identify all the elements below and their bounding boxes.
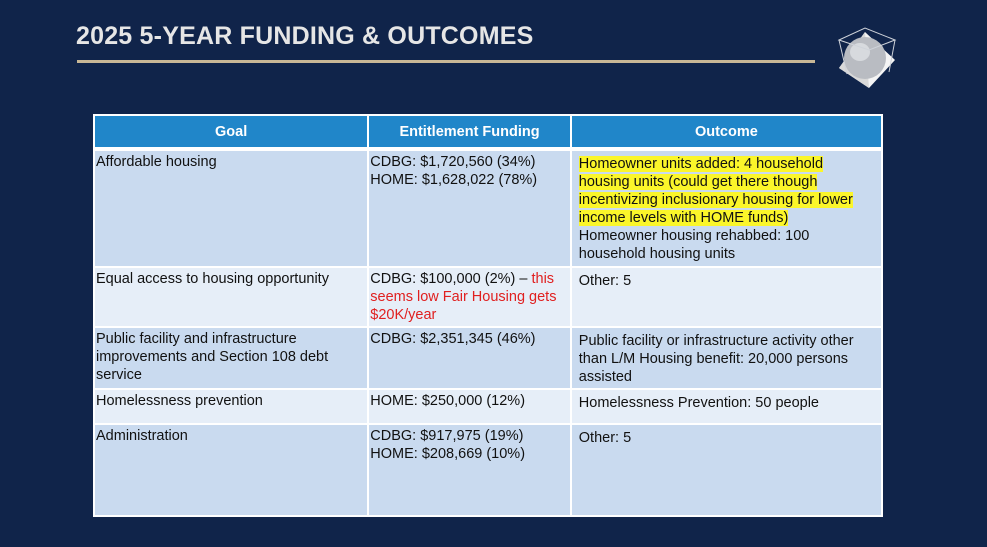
outcome-cell: Other: 5 xyxy=(571,424,882,516)
table-row xyxy=(94,149,882,267)
funding-line: CDBG: $917,975 (19%) xyxy=(370,428,524,444)
funding-line: CDBG: $1,720,560 (34%) xyxy=(370,154,536,170)
goal-cell: Public facility and infrastructure improvements and Section 108 debt service xyxy=(94,327,368,389)
column-header-goal: Goal xyxy=(94,115,368,149)
funding-line: CDBG: $100,000 (2%) – xyxy=(370,271,532,287)
outcome-cell: Other: 5 xyxy=(571,267,882,327)
slide-title: 2025 5-YEAR FUNDING & OUTCOMES xyxy=(76,22,534,50)
funding-cell: HOME: $250,000 (12%) xyxy=(368,389,571,424)
funding-annotation: this seems low Fair Housing gets $20K/year xyxy=(370,271,557,323)
outcome-cell: Homelessness Prevention: 50 people xyxy=(571,389,882,424)
table-row xyxy=(94,424,882,516)
goal-cell: Homelessness prevention xyxy=(94,389,368,424)
outcome-cell xyxy=(571,149,882,267)
column-header-funding: Entitlement Funding xyxy=(368,115,571,149)
goal-cell: Administration xyxy=(94,424,368,516)
outcome-line: Homeowner housing rehabbed: 100 household housing units xyxy=(578,228,810,262)
funding-line: HOME: $208,669 (10%) xyxy=(370,446,526,462)
funding-cell xyxy=(368,267,571,327)
table-row xyxy=(94,327,882,389)
goal-cell: Affordable housing xyxy=(94,149,368,267)
funding-cell xyxy=(368,149,571,267)
outcome-cell: Public facility or infrastructure activity other than L/M Housing benefit: 20,000 persons assisted xyxy=(571,327,882,389)
funding-outcomes-table xyxy=(93,114,883,517)
column-header-outcome: Outcome xyxy=(571,115,882,149)
funding-cell xyxy=(368,424,571,516)
title-divider xyxy=(77,60,815,63)
highlighted-outcome: Homeowner units added: 4 household housing units (could get there though incentivizing inclusionary housing for lower income levels with HOME funds) xyxy=(578,156,853,226)
table-row xyxy=(94,389,882,424)
funding-line: HOME: $1,628,022 (78%) xyxy=(370,172,538,188)
table-header-row xyxy=(94,115,882,149)
goal-cell: Equal access to housing opportunity xyxy=(94,267,368,327)
pyramid-sphere-logo-icon xyxy=(833,24,897,94)
table-row xyxy=(94,267,882,327)
funding-cell: CDBG: $2,351,345 (46%) xyxy=(368,327,571,389)
